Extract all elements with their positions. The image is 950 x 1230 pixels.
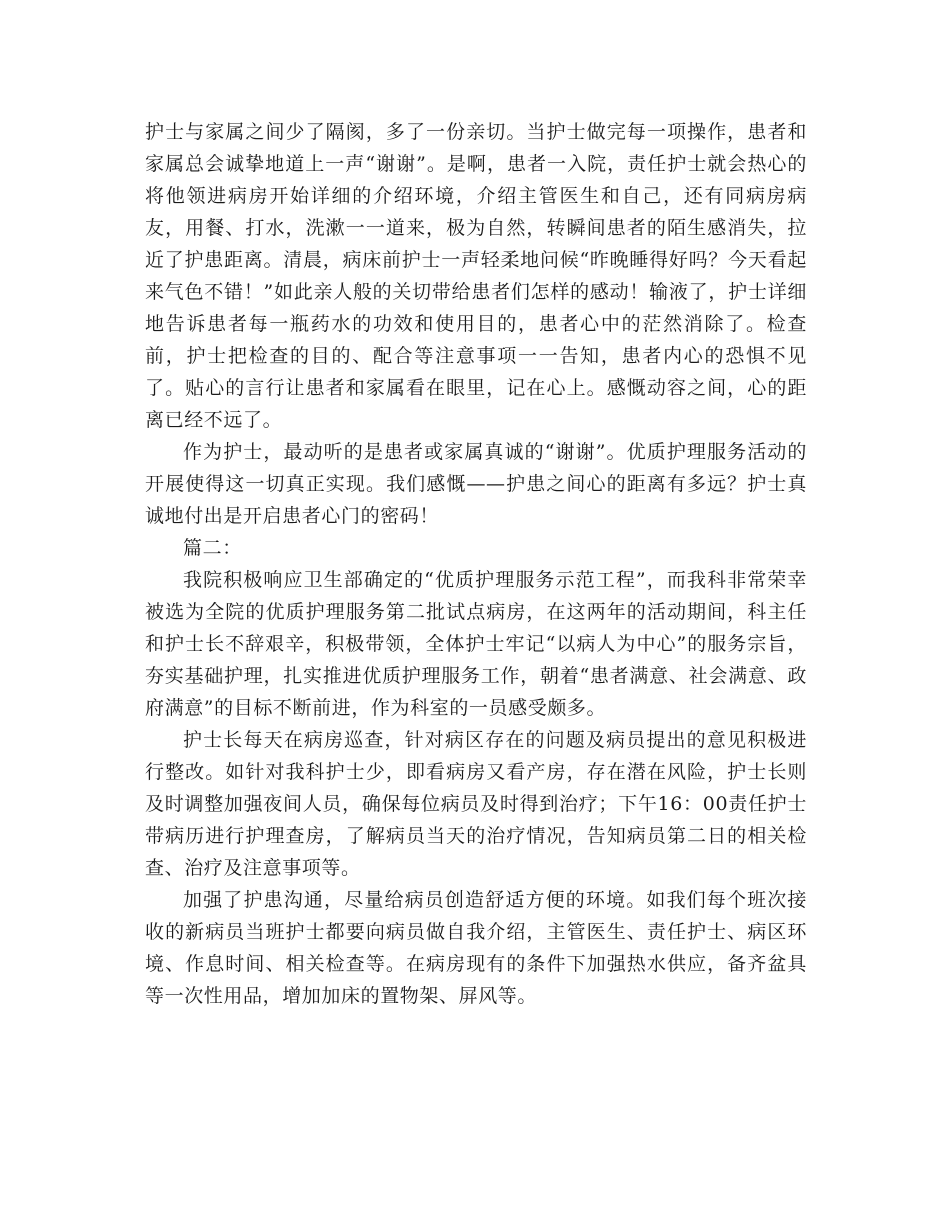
paragraph-3: 我院积极响应卫生部确定的“优质护理服务示范工程”，而我科非常荣幸被选为全院的优质护理服务第二批试点病房，在这两年的活动期间，科主任和护士长不辞艰辛，积极带领，全体护士牢记“以病人为中心”的服务宗旨，夯实基础护理，扎实推进优质护理服务工作，朝着“患者满意、社会满意、政府满意”的目标不断前进，作为科室的一员感受颇多。 [145,569,807,719]
section-heading: 篇二： [183,537,242,559]
document-body [145,116,807,1012]
paragraph-1: 护士与家属之间少了隔阂，多了一份亲切。当护士做完每一项操作，患者和家属总会诚挚地道上一声“谢谢”。是啊，患者一入院，责任护士就会热心的将他领进病房开始详细的介绍环境，介绍主管医生和自己，还有同病房病友，用餐、打水，洗漱一一道来，极为自然，转瞬间患者的陌生感消失，拉近了护患距离。清晨，病床前护士一声轻柔地问候“昨晚睡得好吗？今天看起来气色不错！”如此亲人般的关切带给患者们怎样的感动！输液了，护士详细地告诉患者每一瓶药水的功效和使用目的，患者心中的茫然消除了。检查前，护士把检查的目的、配合等注意事项一一告知，患者内心的恐惧不见了。贴心的言行让患者和家属看在眼里，记在心上。感慨动容之间，心的距离已经不远了。 [145,121,807,431]
paragraph-4: 护士长每天在病房巡查，针对病区存在的问题及病员提出的意见积极进行整改。如针对我科护士少，即看病房又看产房，存在潜在风险，护士长则及时调整加强夜间人员，确保每位病员及时得到治疗；下午16：00责任护士带病历进行护理查房，了解病员当天的治疗情况，告知病员第二日的相关检查、治疗及注意事项等。 [145,729,807,879]
paragraph-5: 加强了护患沟通，尽量给病员创造舒适方便的环境。如我们每个班次接收的新病员当班护士都要向病员做自我介绍，主管医生、责任护士、病区环境、作息时间、相关检查等。在病房现有的条件下加强热水供应，备齐盆具等一次性用品，增加加床的置物架、屏风等。 [145,889,807,1007]
paragraph-2: 作为护士，最动听的是患者或家属真诚的“谢谢”。优质护理服务活动的开展使得这一切真正实现。我们感慨——护患之间心的距离有多远？护士真诚地付出是开启患者心门的密码！ [145,441,807,527]
